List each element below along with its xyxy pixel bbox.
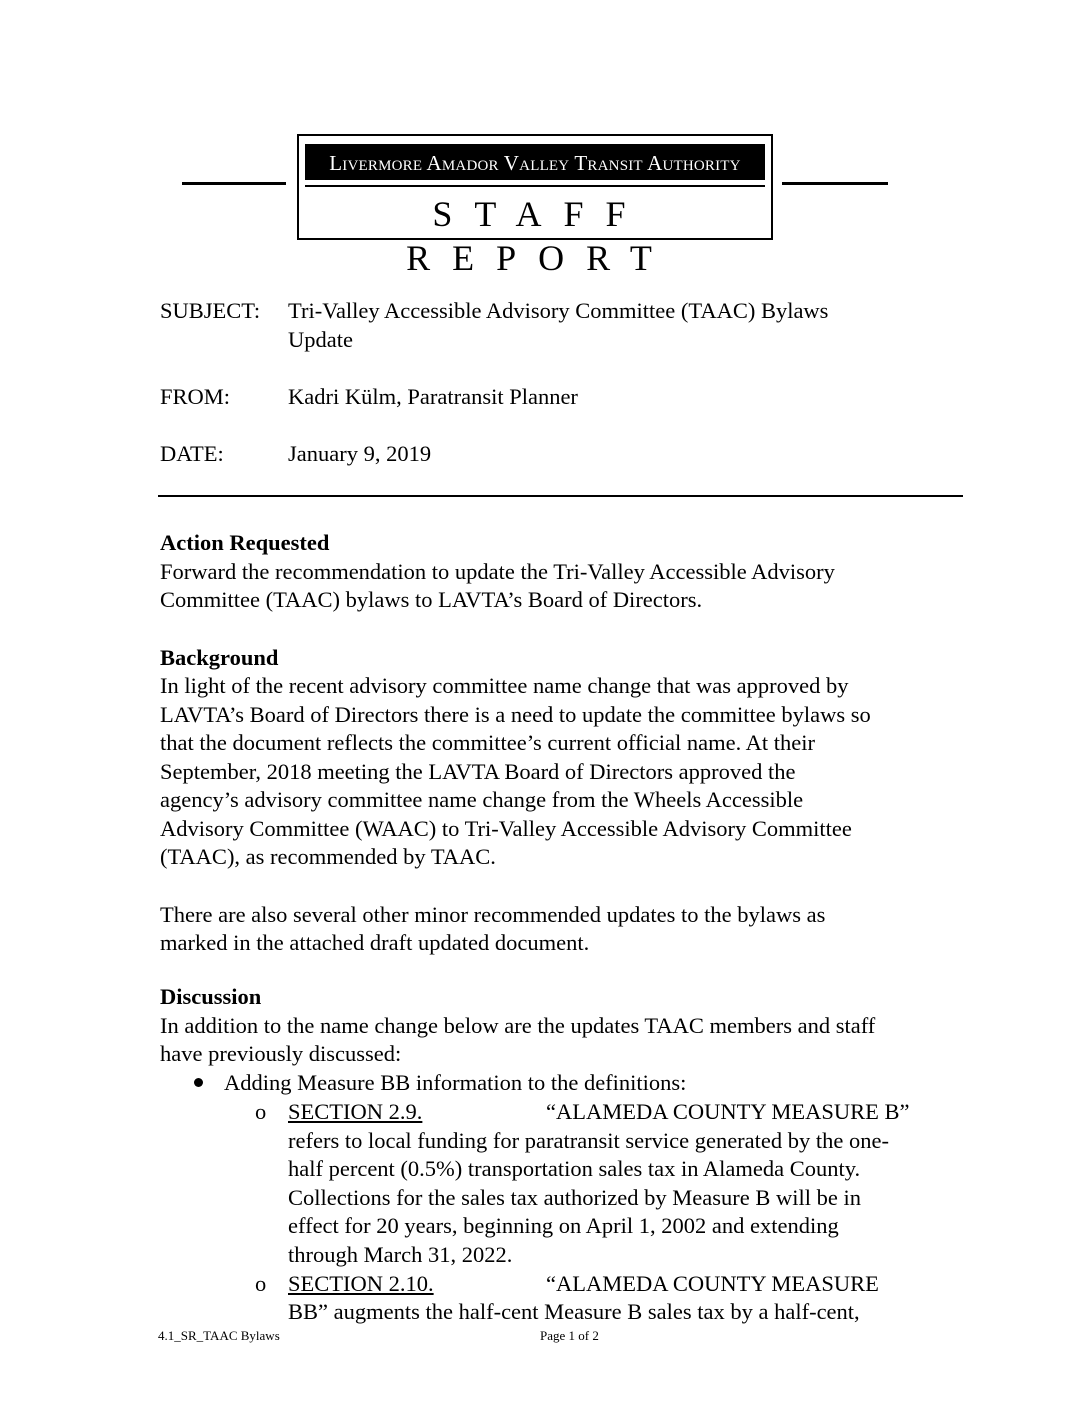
- agency-logo: [297, 134, 773, 278]
- meta-divider: [158, 495, 963, 497]
- section-title: “ALAMEDA COUNTY MEASURE B”: [546, 1099, 910, 1124]
- sub-bullet-marker: o: [255, 1271, 267, 1296]
- from-value: Kadri Külm, Paratransit Planner: [288, 384, 578, 409]
- section-line: half percent (0.5%) transportation sales tax in Alameda County.: [288, 1156, 861, 1181]
- subject-line-1: Tri-Valley Accessible Advisory Committee (TAAC) Bylaws: [288, 298, 829, 323]
- background-line: There are also several other minor recommended updates to the bylaws as: [160, 902, 826, 927]
- bullet-item: Adding Measure BB information to the definitions:: [224, 1070, 687, 1095]
- from-label: FROM:: [160, 384, 231, 409]
- background-line: that the document reflects the committee’s current official name. At their: [160, 730, 815, 755]
- logo-divider: [305, 185, 765, 187]
- section-line: Collections for the sales tax authorized by Measure B will be in: [288, 1185, 861, 1210]
- logo-org-name: Livermore Amador Valley Transit Authority: [305, 144, 765, 180]
- header-rule-left: [182, 182, 286, 185]
- section-number: SECTION 2.9.: [288, 1099, 423, 1124]
- discussion-heading: Discussion: [160, 984, 262, 1009]
- background-line: (TAAC), as recommended by TAAC.: [160, 844, 496, 869]
- action-line: Forward the recommendation to update the Tri-Valley Accessible Advisory: [160, 559, 835, 584]
- section-line: effect for 20 years, beginning on April 1, 2002 and extending: [288, 1213, 839, 1238]
- subject-label: SUBJECT:: [160, 298, 261, 323]
- section-line: through March 31, 2022.: [288, 1242, 513, 1267]
- section-line: BB” augments the half-cent Measure B sales tax by a half-cent,: [288, 1299, 860, 1324]
- date-label: DATE:: [160, 441, 224, 466]
- background-line: LAVTA’s Board of Directors there is a need to update the committee bylaws so: [160, 702, 871, 727]
- bullet-icon: [194, 1078, 203, 1087]
- background-line: agency’s advisory committee name change from the Wheels Accessible: [160, 787, 804, 812]
- section-title: “ALAMEDA COUNTY MEASURE: [546, 1271, 879, 1296]
- discussion-line: In addition to the name change below are the updates TAAC members and staff: [160, 1013, 876, 1038]
- background-line: September, 2018 meeting the LAVTA Board of Directors approved the: [160, 759, 796, 784]
- footer-page-number: Page 1 of 2: [540, 1328, 599, 1343]
- discussion-line: have previously discussed:: [160, 1041, 402, 1066]
- header-rule-right: [782, 182, 888, 185]
- background-line: Advisory Committee (WAAC) to Tri-Valley Accessible Advisory Committee: [160, 816, 852, 841]
- action-line: Committee (TAAC) bylaws to LAVTA’s Board of Directors.: [160, 587, 703, 612]
- background-line: In light of the recent advisory committee name change that was approved by: [160, 673, 849, 698]
- date-value: January 9, 2019: [288, 441, 432, 466]
- logo-report-title: STAFF REPORT: [406, 194, 674, 278]
- section-line: refers to local funding for paratransit service generated by the one-: [288, 1128, 889, 1153]
- footer-filename: 4.1_SR_TAAC Bylaws: [158, 1328, 280, 1343]
- background-heading: Background: [160, 645, 279, 670]
- background-line: marked in the attached draft updated document.: [160, 930, 590, 955]
- action-heading: Action Requested: [160, 530, 330, 555]
- sub-bullet-marker: o: [255, 1099, 267, 1124]
- section-number: SECTION 2.10.: [288, 1271, 434, 1296]
- subject-line-2: Update: [288, 327, 353, 352]
